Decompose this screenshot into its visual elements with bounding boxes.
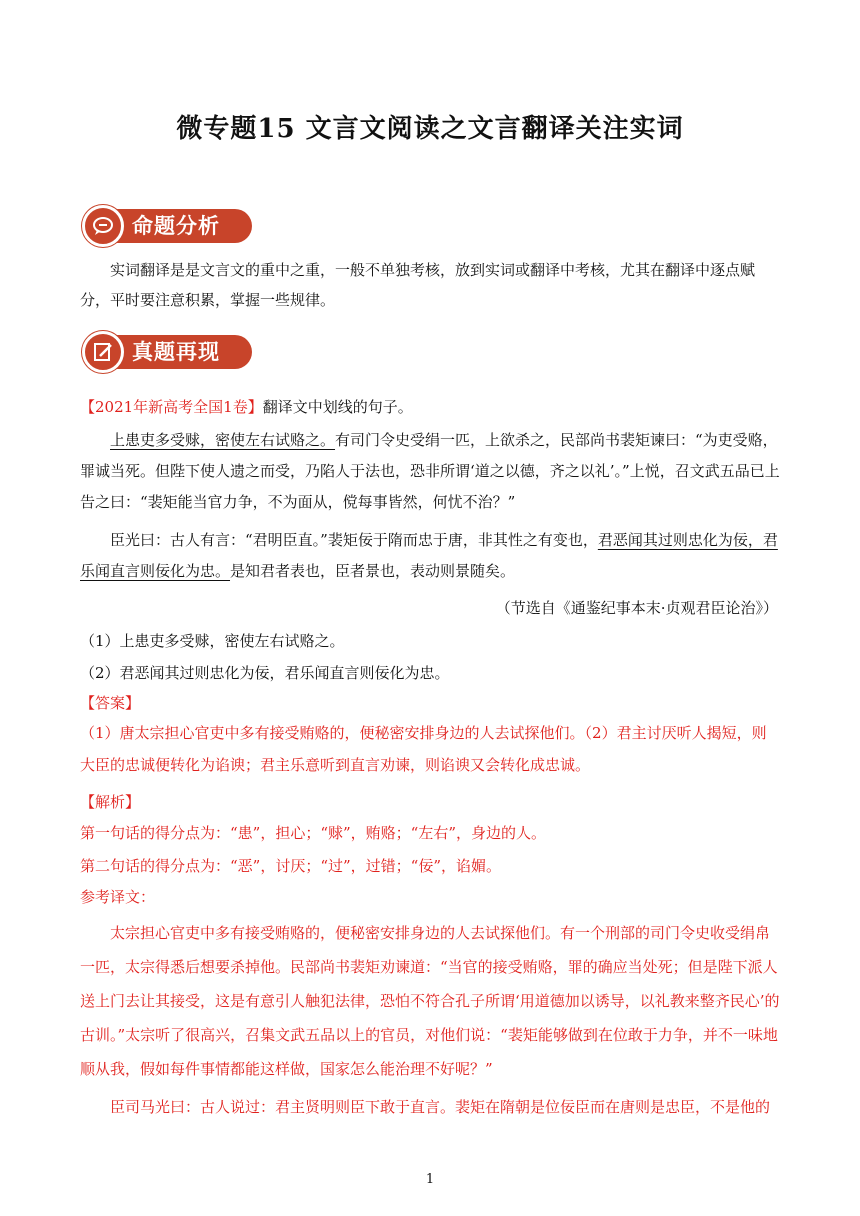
section-label: 真题再现 <box>132 340 220 364</box>
analysis-heading: 【解析】 <box>80 793 141 811</box>
passage-2-text-end: 是知君者表也，臣者景也，表动则景随矣。 <box>230 562 516 580</box>
analysis-line-2: 第二句话的得分点为：“恶”，讨厌；“过”，过错；“佞”，谄媚。 <box>80 857 502 875</box>
passage-1 <box>80 425 780 518</box>
question-item-2: （2）君恶闻其过则忠化为佞，君乐闻直言则佞化为忠。 <box>80 664 450 682</box>
page-number: 1 <box>425 1172 435 1187</box>
translation-paragraph-1: 太宗担心官吏中多有接受贿赂的，便秘密安排身边的人去试探他们。有一个刑部的司门令史收受绢帛一匹，太宗得悉后想要杀掉他。民部尚书裴矩劝谏道：“当官的接受贿赂，罪的确应当处死；但是陛下派人送上门去让其接受，这是有意引人触犯法律，恐怕不符合孔子所谓‘用道德加以诱导，以礼教来整齐民心’的古训。”太宗听了很高兴，召集文武五品以上的官员，对他们说：“裴矩能够做到在位敢于力争，并不一味地顺从我，假如每件事情都能这样做，国家怎么能治理不好呢？” <box>80 924 780 1078</box>
passage-1-text: 有司门令史受绢一匹，上欲杀之，民部尚书裴矩谏曰：“为吏受赂，罪诚当死。但陛下使人遗之而受，乃陷人于法也，恐非所谓‘道之以德，齐之以礼’。”上悦，召文武五品已上告之曰：“裴矩能当官力争，不为面从，傥每事皆然，何忧不治？” <box>80 431 780 511</box>
section-label: 命题分析 <box>132 214 220 238</box>
translation-paragraph-2: 臣司马光曰：古人说过：君主贤明则臣下敢于直言。裴矩在隋朝是位佞臣而在唐则是忠臣，不是他的 <box>110 1098 771 1116</box>
analysis-line-3: 参考译文： <box>80 888 156 906</box>
underlined-sentence-1: 上患吏多受赇，密使左右试赂之。 <box>110 431 336 449</box>
answer-text: （1）唐太宗担心官吏中多有接受贿赂的，便秘密安排身边的人去试探他们。（2）君主讨厌听人揭短，则大臣的忠诚便转化为谄谀；君主乐意听到直言劝谏，则谄谀又会转化成忠诚。 <box>80 724 767 774</box>
question-item-1: （1）上患吏多受赇，密使左右试赂之。 <box>80 632 345 650</box>
analysis-line-1: 第一句话的得分点为：“患”，担心；“赇”，贿赂；“左右”，身边的人。 <box>80 824 547 842</box>
page-title: 微专题15 文言文阅读之文言翻译关注实词 <box>176 114 684 144</box>
question-header <box>80 392 780 422</box>
question-prompt: 翻译文中划线的句子。 <box>262 398 413 416</box>
intro-paragraph: 实词翻译是是文言文的重中之重，一般不单独考核，放到实词或翻译中考核，尤其在翻译中逐点赋分，平时要注意积累，掌握一些规律。 <box>80 261 756 309</box>
answer-heading: 【答案】 <box>80 694 141 712</box>
pencil-icon <box>82 331 124 373</box>
source-citation: （节选自《通鉴纪事本末·贞观君臣论治》） <box>495 599 778 617</box>
source-tag: 【2021年新高考全国1卷】 <box>80 398 263 416</box>
passage-2-text: 臣光曰：古人有言：“君明臣直。”裴矩佞于隋而忠于唐，非其性之有变也， <box>110 531 598 549</box>
speech-icon <box>82 205 124 247</box>
underlined-sentence-2: 君恶闻其过则忠化为佞，君乐闻直言则佞化为忠。 <box>80 531 778 580</box>
section-banner-exam <box>82 331 254 373</box>
section-banner-analysis <box>82 205 254 247</box>
passage-2 <box>80 525 780 587</box>
